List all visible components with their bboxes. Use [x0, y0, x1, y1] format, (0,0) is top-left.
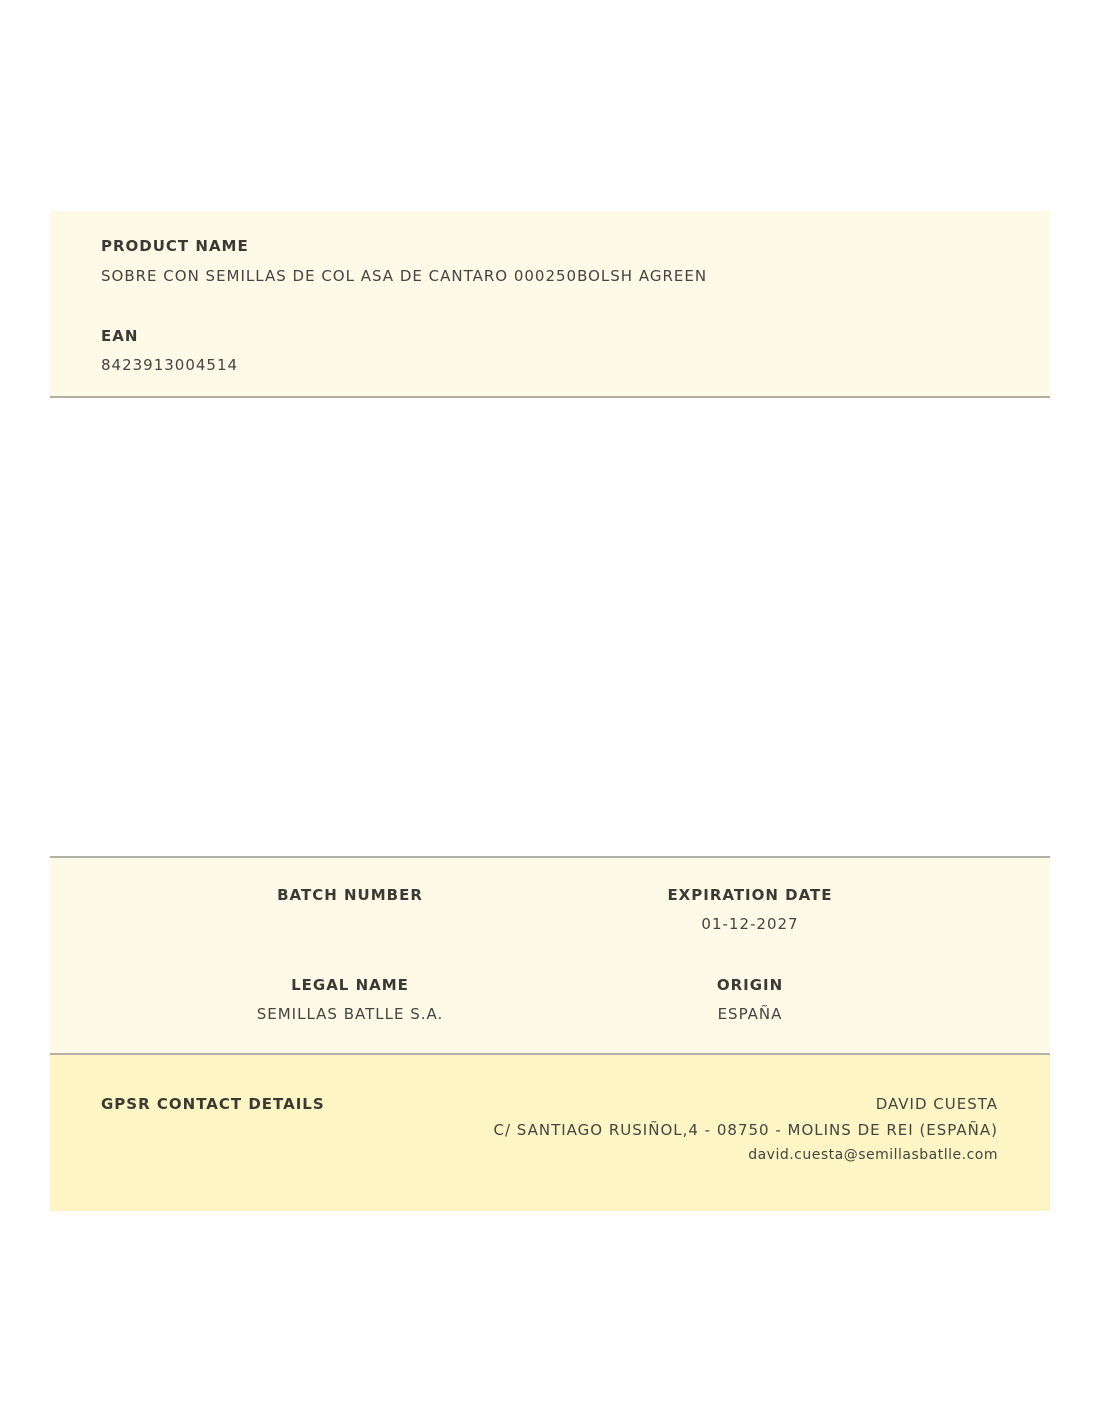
expiration-date-cell: [550, 886, 950, 933]
ean-value: 8423913004514: [101, 356, 239, 374]
contact-address: C/ SANTIAGO RUSIÑOL,4 - 08750 - MOLINS DE REI (ESPAÑA): [493, 1121, 998, 1139]
product-name-label: PRODUCT NAME: [101, 237, 249, 255]
ean-label: EAN: [101, 327, 139, 345]
expiration-date-value: 01-12-2027: [701, 915, 799, 933]
contact-details: [494, 1095, 998, 1171]
origin-cell: [550, 976, 950, 1023]
origin-label: ORIGIN: [716, 976, 784, 994]
gpsr-contact-label: GPSR CONTACT DETAILS: [101, 1095, 325, 1113]
contact-section: [50, 1055, 1050, 1211]
legal-name-cell: [150, 976, 550, 1023]
origin-value: ESPAÑA: [717, 1005, 783, 1023]
product-name-value: SOBRE CON SEMILLAS DE COL ASA DE CANTARO 000250BOLSH AGREEN: [101, 267, 708, 285]
expiration-date-label: EXPIRATION DATE: [667, 886, 833, 904]
product-section: [50, 211, 1050, 398]
contact-email: david.cuesta@semillasbatlle.com: [748, 1147, 998, 1163]
batch-number-label: BATCH NUMBER: [277, 886, 423, 904]
batch-number-cell: [150, 886, 550, 915]
details-section: [50, 856, 1050, 1055]
legal-name-value: SEMILLAS BATLLE S.A.: [256, 1005, 444, 1023]
legal-name-label: LEGAL NAME: [291, 976, 409, 994]
contact-name: DAVID CUESTA: [875, 1095, 998, 1113]
